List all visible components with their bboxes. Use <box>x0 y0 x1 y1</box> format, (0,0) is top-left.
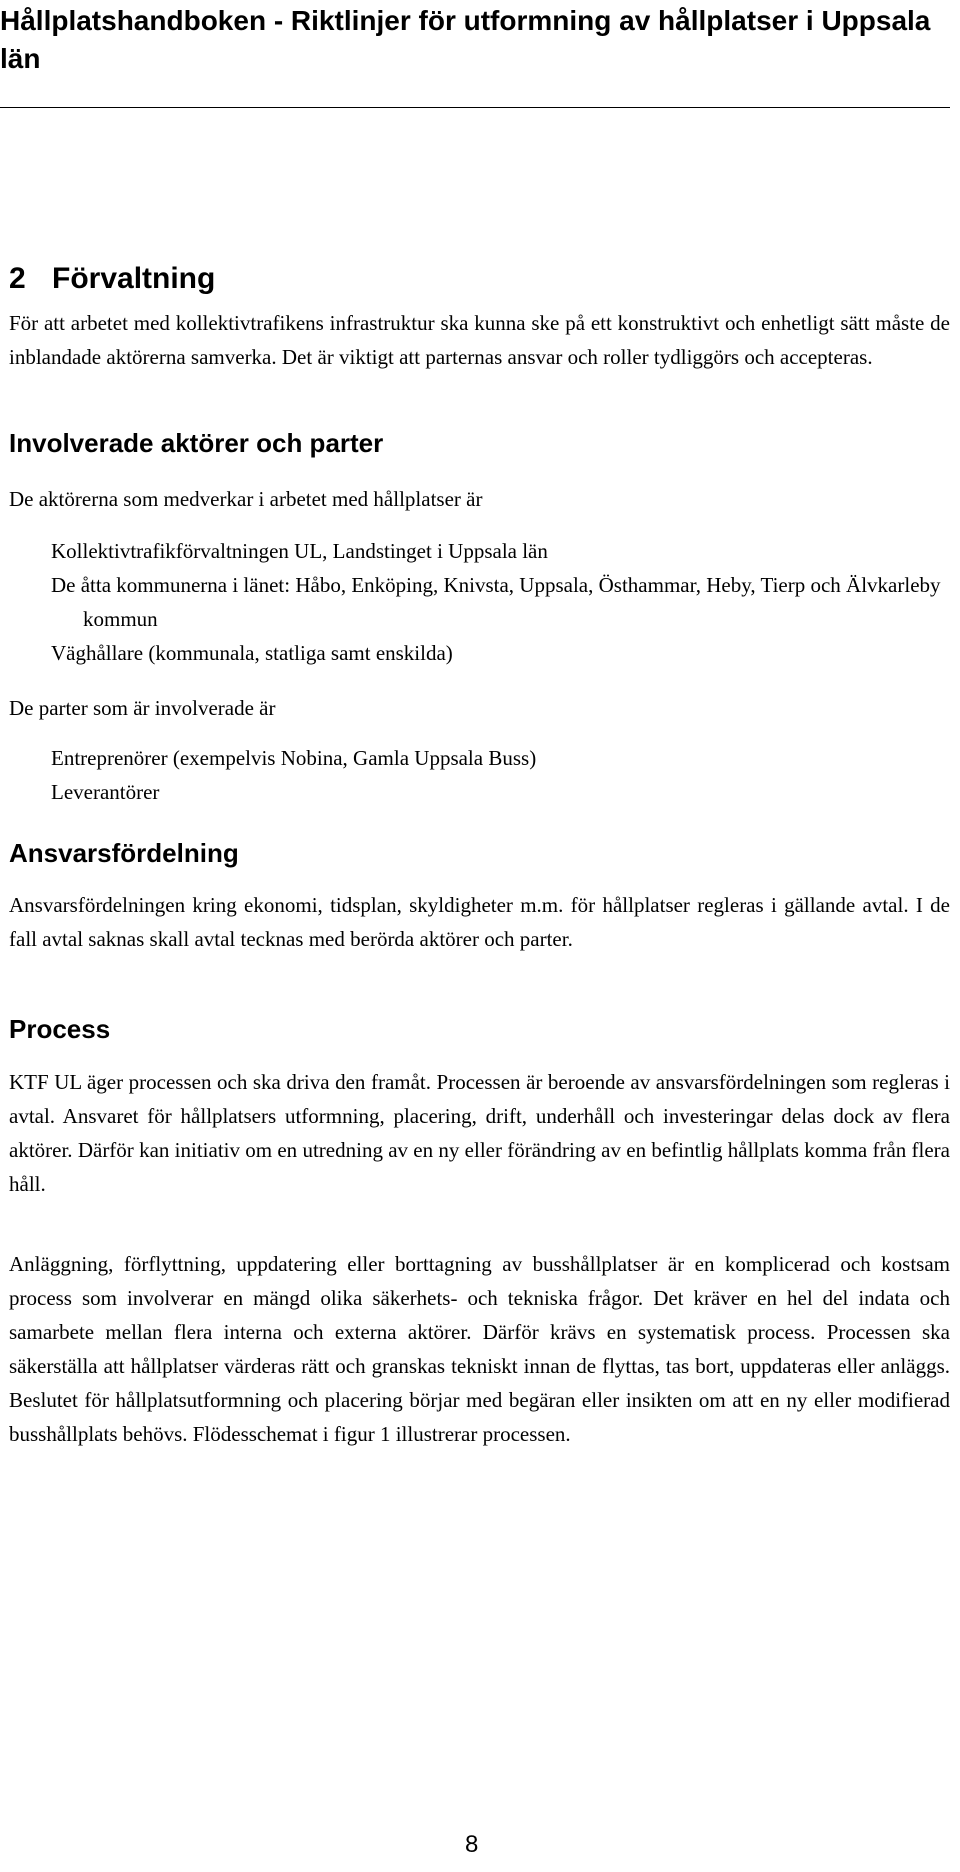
list-item: Kollektivtrafikförvaltningen UL, Landstinget i Uppsala län <box>51 539 548 563</box>
section-heading-process: Process <box>9 1014 111 1044</box>
chapter-intro: För att arbetet med kollektivtrafikens infrastruktur ska kunna ske på ett konstruktivt och enhetligt sätt måste de inblandade aktörerna samverka. Det är viktigt att parternas ansvar och roller tydliggörs och accepteras. <box>9 311 950 369</box>
header-divider <box>0 107 950 108</box>
actors-list <box>51 534 941 670</box>
actors-lead: De aktörerna som medverkar i arbetet med hållplatser är <box>9 487 483 511</box>
page-number-text: 8 <box>465 1831 479 1858</box>
process-paragraph-2: Anläggning, förflyttning, uppdatering eller borttagning av busshållplatser är en komplicerad och kostsam process som involverar en mängd olika säkerhets- och tekniska frågor. Det kräver en hel del indata och samarbete mellan flera interna och externa aktörer. Därför krävs en systematisk process. Processen ska säkerställa att hållplatser värderas rätt och granskas tekniskt innan de flyttas, tas bort, uppdateras eller anläggs. Beslutet för hållplatsutformning och placering börjar med begäran eller insikten om att en ny eller modifierad busshållplats behövs. Flödesschemat i figur 1 illustrerar processen. <box>9 1252 950 1446</box>
list-item: Entreprenörer (exempelvis Nobina, Gamla Uppsala Buss) <box>51 746 537 770</box>
responsibility-body: Ansvarsfördelningen kring ekonomi, tidsplan, skyldigheter m.m. för hållplatser regleras i gällande avtal. I de fall avtal saknas skall avtal tecknas med berörda aktörer och parter. <box>9 893 950 951</box>
process-paragraph-1: KTF UL äger processen och ska driva den framåt. Processen är beroende av ansvarsfördelningen som regleras i avtal. Ansvaret för hållplatsers utformning, placering, drift, underhåll och investeringar delas dock av flera aktörer. Därför kan initiativ om en utredning av en ny eller förändring av en befintlig hållplats komma från flera håll. <box>9 1070 950 1196</box>
parties-lead: De parter som är involverade är <box>9 696 276 720</box>
chapter-number: 2 <box>9 262 26 295</box>
parties-list <box>51 741 941 809</box>
list-item: De åtta kommunerna i länet: Håbo, Enköping, Knivsta, Uppsala, Östhammar, Heby, Tierp och Älvkarleby kommun <box>51 573 941 631</box>
list-item: Leverantörer <box>51 780 160 804</box>
section-heading-responsibility: Ansvarsfördelning <box>9 838 239 868</box>
list-item: Väghållare (kommunala, statliga samt enskilda) <box>51 641 453 665</box>
section-heading-actors: Involverade aktörer och parter <box>9 428 384 458</box>
chapter-title: Förvaltning <box>52 262 216 295</box>
running-header-title: Hållplatshandboken - Riktlinjer för utformning av hållplatser i Uppsala län <box>0 5 931 74</box>
chapter-heading <box>9 260 215 298</box>
